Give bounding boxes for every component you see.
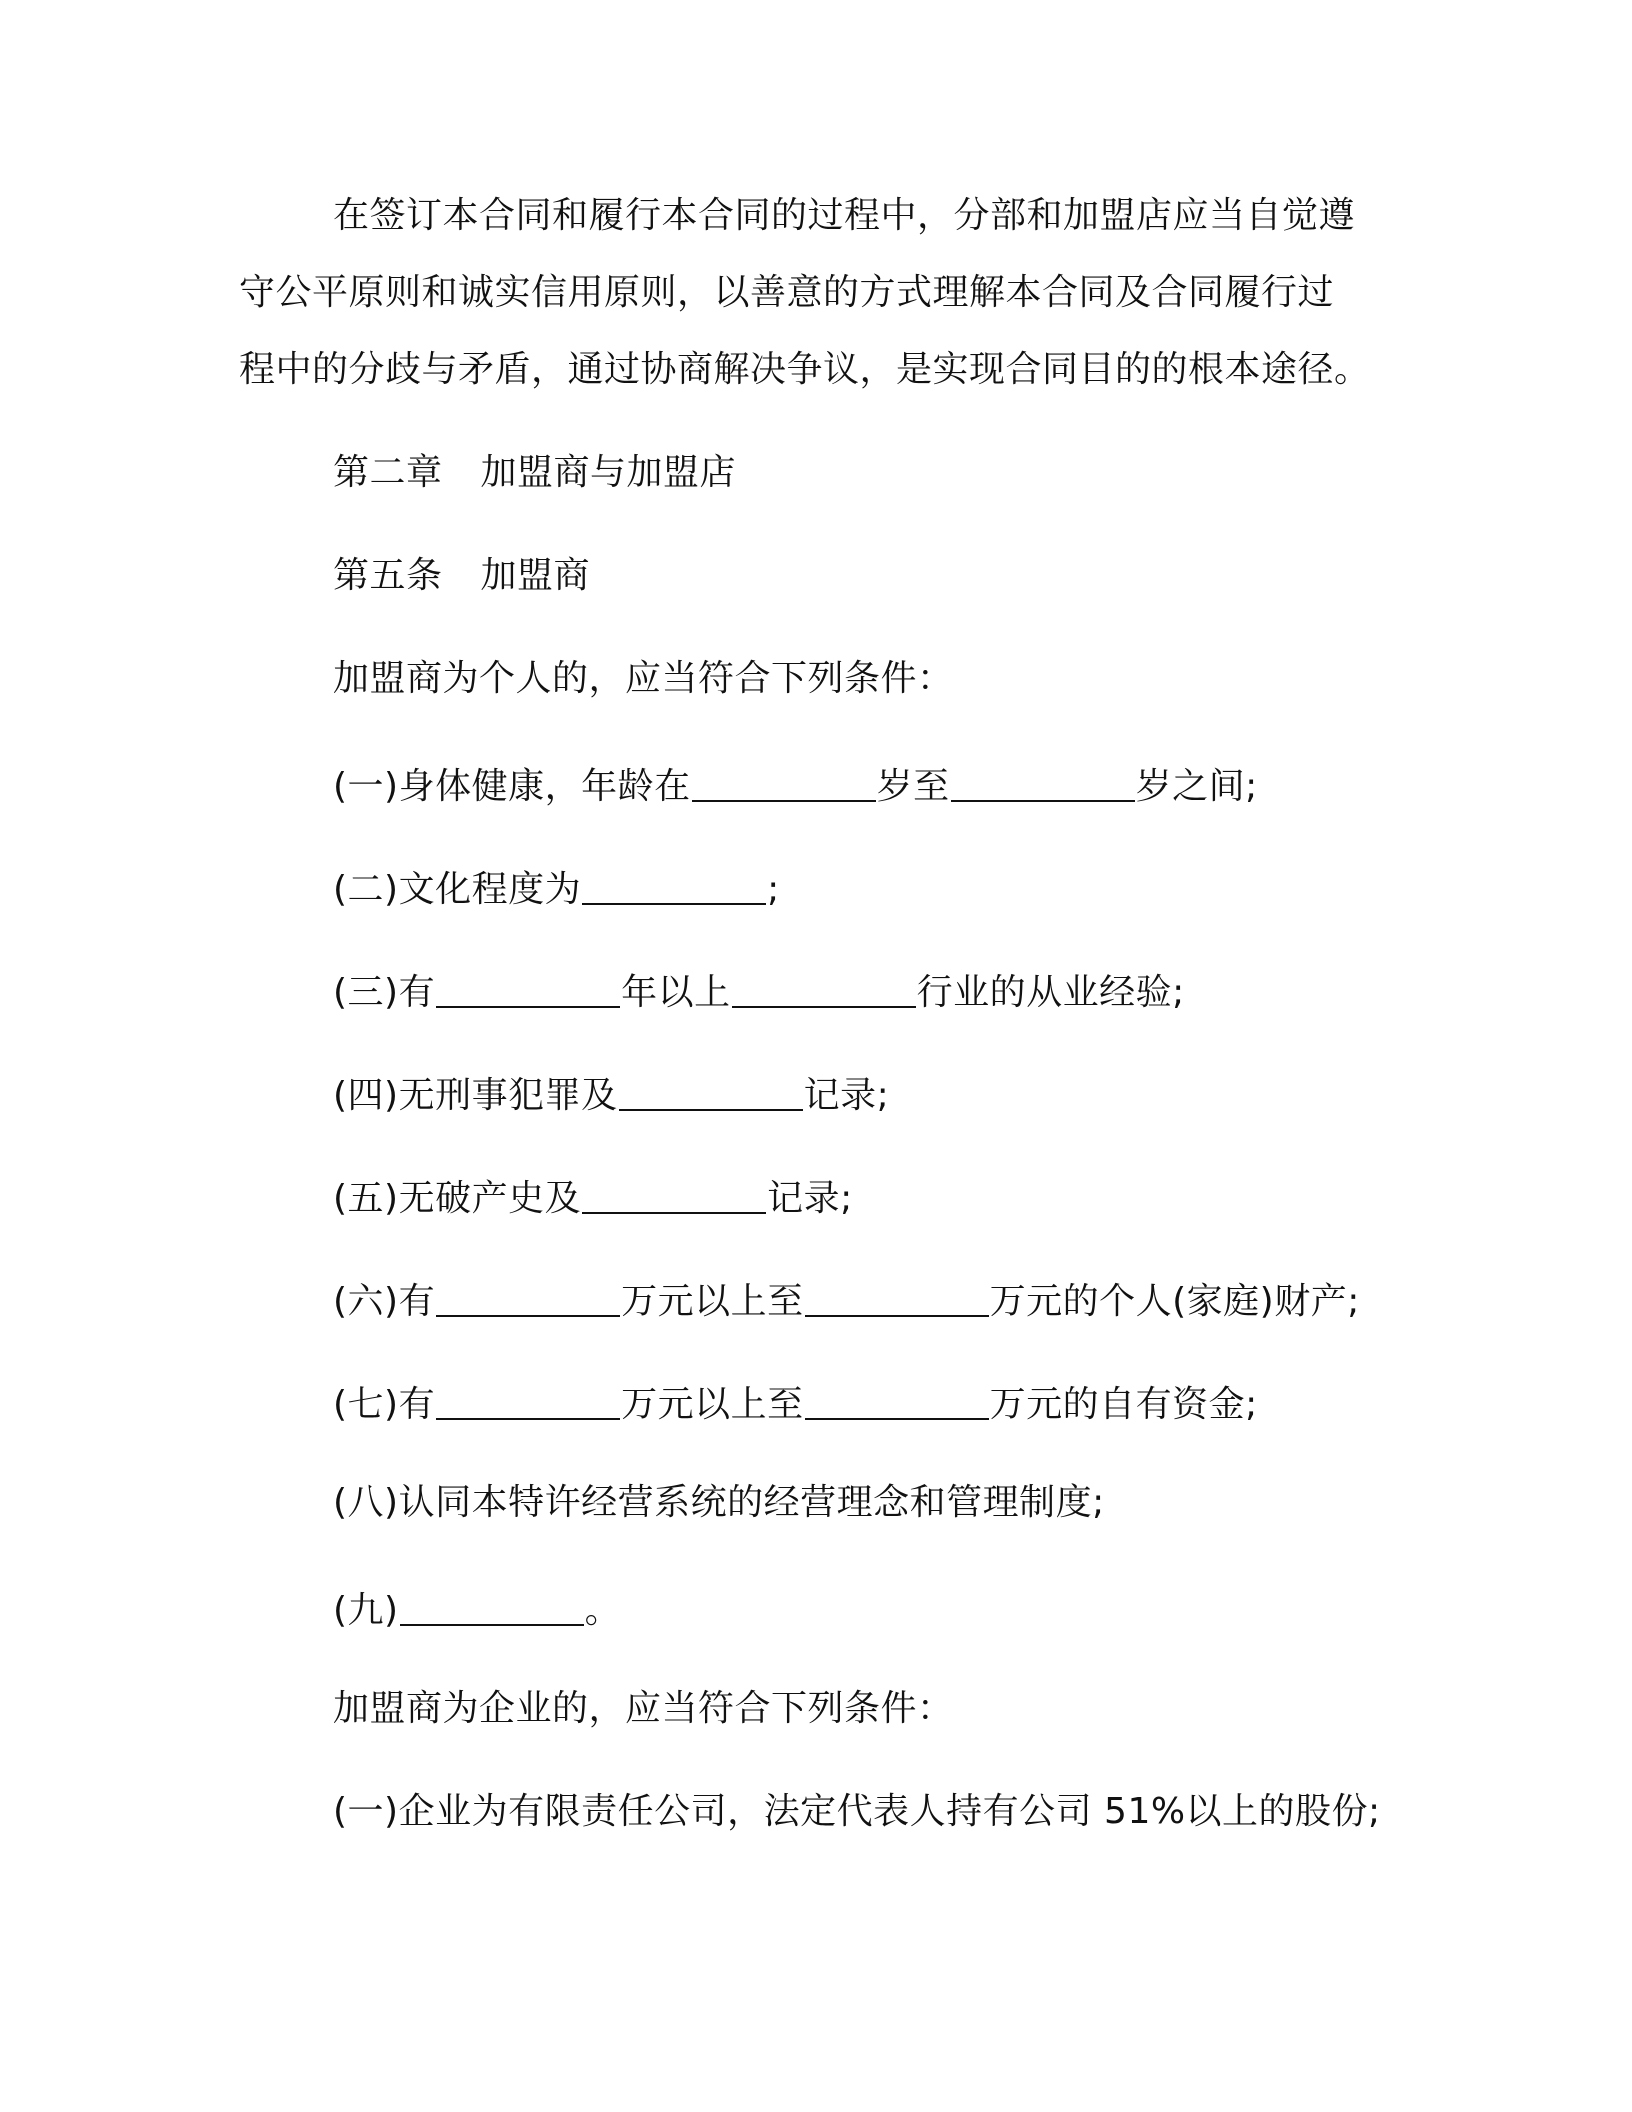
capital-min-blank (436, 1384, 620, 1420)
article-number: 第五条 (333, 555, 443, 596)
chapter-heading (333, 453, 736, 493)
individual-item-3: (三)有 年以上 行业的从业经验; (333, 972, 1185, 1013)
capital-max-blank (805, 1384, 989, 1420)
chapter-number: 第二章 (333, 452, 443, 493)
age-max-blank (951, 766, 1135, 802)
individual-item-6: (六)有 万元以上至 万元的个人(家庭)财产; (333, 1281, 1360, 1322)
property-max-blank (805, 1281, 989, 1317)
individual-item-1: (一)身体健康，年龄在 岁至 岁之间; (333, 766, 1258, 807)
enterprise-conditions-heading: 加盟商为企业的，应当符合下列条件： (333, 1688, 954, 1729)
industry-blank (732, 972, 916, 1008)
education-blank (582, 869, 766, 905)
experience-years-blank (436, 972, 620, 1008)
bankruptcy-record-blank (582, 1178, 766, 1214)
chapter-title: 加盟商与加盟店 (480, 452, 737, 493)
individual-conditions-heading: 加盟商为个人的，应当符合下列条件： (333, 658, 954, 699)
individual-item-4: (四)无刑事犯罪及 记录; (333, 1075, 890, 1116)
article-title: 加盟商 (480, 555, 591, 596)
other-condition-blank (400, 1590, 584, 1626)
individual-item-8: (八)认同本特许经营系统的经营理念和管理制度; (333, 1482, 1105, 1523)
record-type-blank (619, 1075, 803, 1111)
intro-paragraph-line-3: 程中的分歧与矛盾，通过协商解决争议，是实现合同目的的根本途径。 (239, 349, 1371, 390)
individual-item-7: (七)有 万元以上至 万元的自有资金; (333, 1384, 1258, 1425)
article-heading (333, 556, 590, 596)
intro-paragraph-line-1: 在签订本合同和履行本合同的过程中，分部和加盟店应当自觉遵 (333, 195, 1356, 236)
intro-paragraph-line-2: 守公平原则和诚实信用原则，以善意的方式理解本合同及合同履行过 (239, 272, 1335, 313)
individual-item-9: (九) 。 (333, 1590, 622, 1631)
property-min-blank (436, 1281, 620, 1317)
individual-item-2: (二)文化程度为 ; (333, 869, 780, 910)
age-min-blank (692, 766, 876, 802)
enterprise-item-1: (一)企业为有限责任公司，法定代表人持有公司 51%以上的股份; (333, 1791, 1381, 1832)
individual-item-5: (五)无破产史及 记录; (333, 1178, 853, 1219)
